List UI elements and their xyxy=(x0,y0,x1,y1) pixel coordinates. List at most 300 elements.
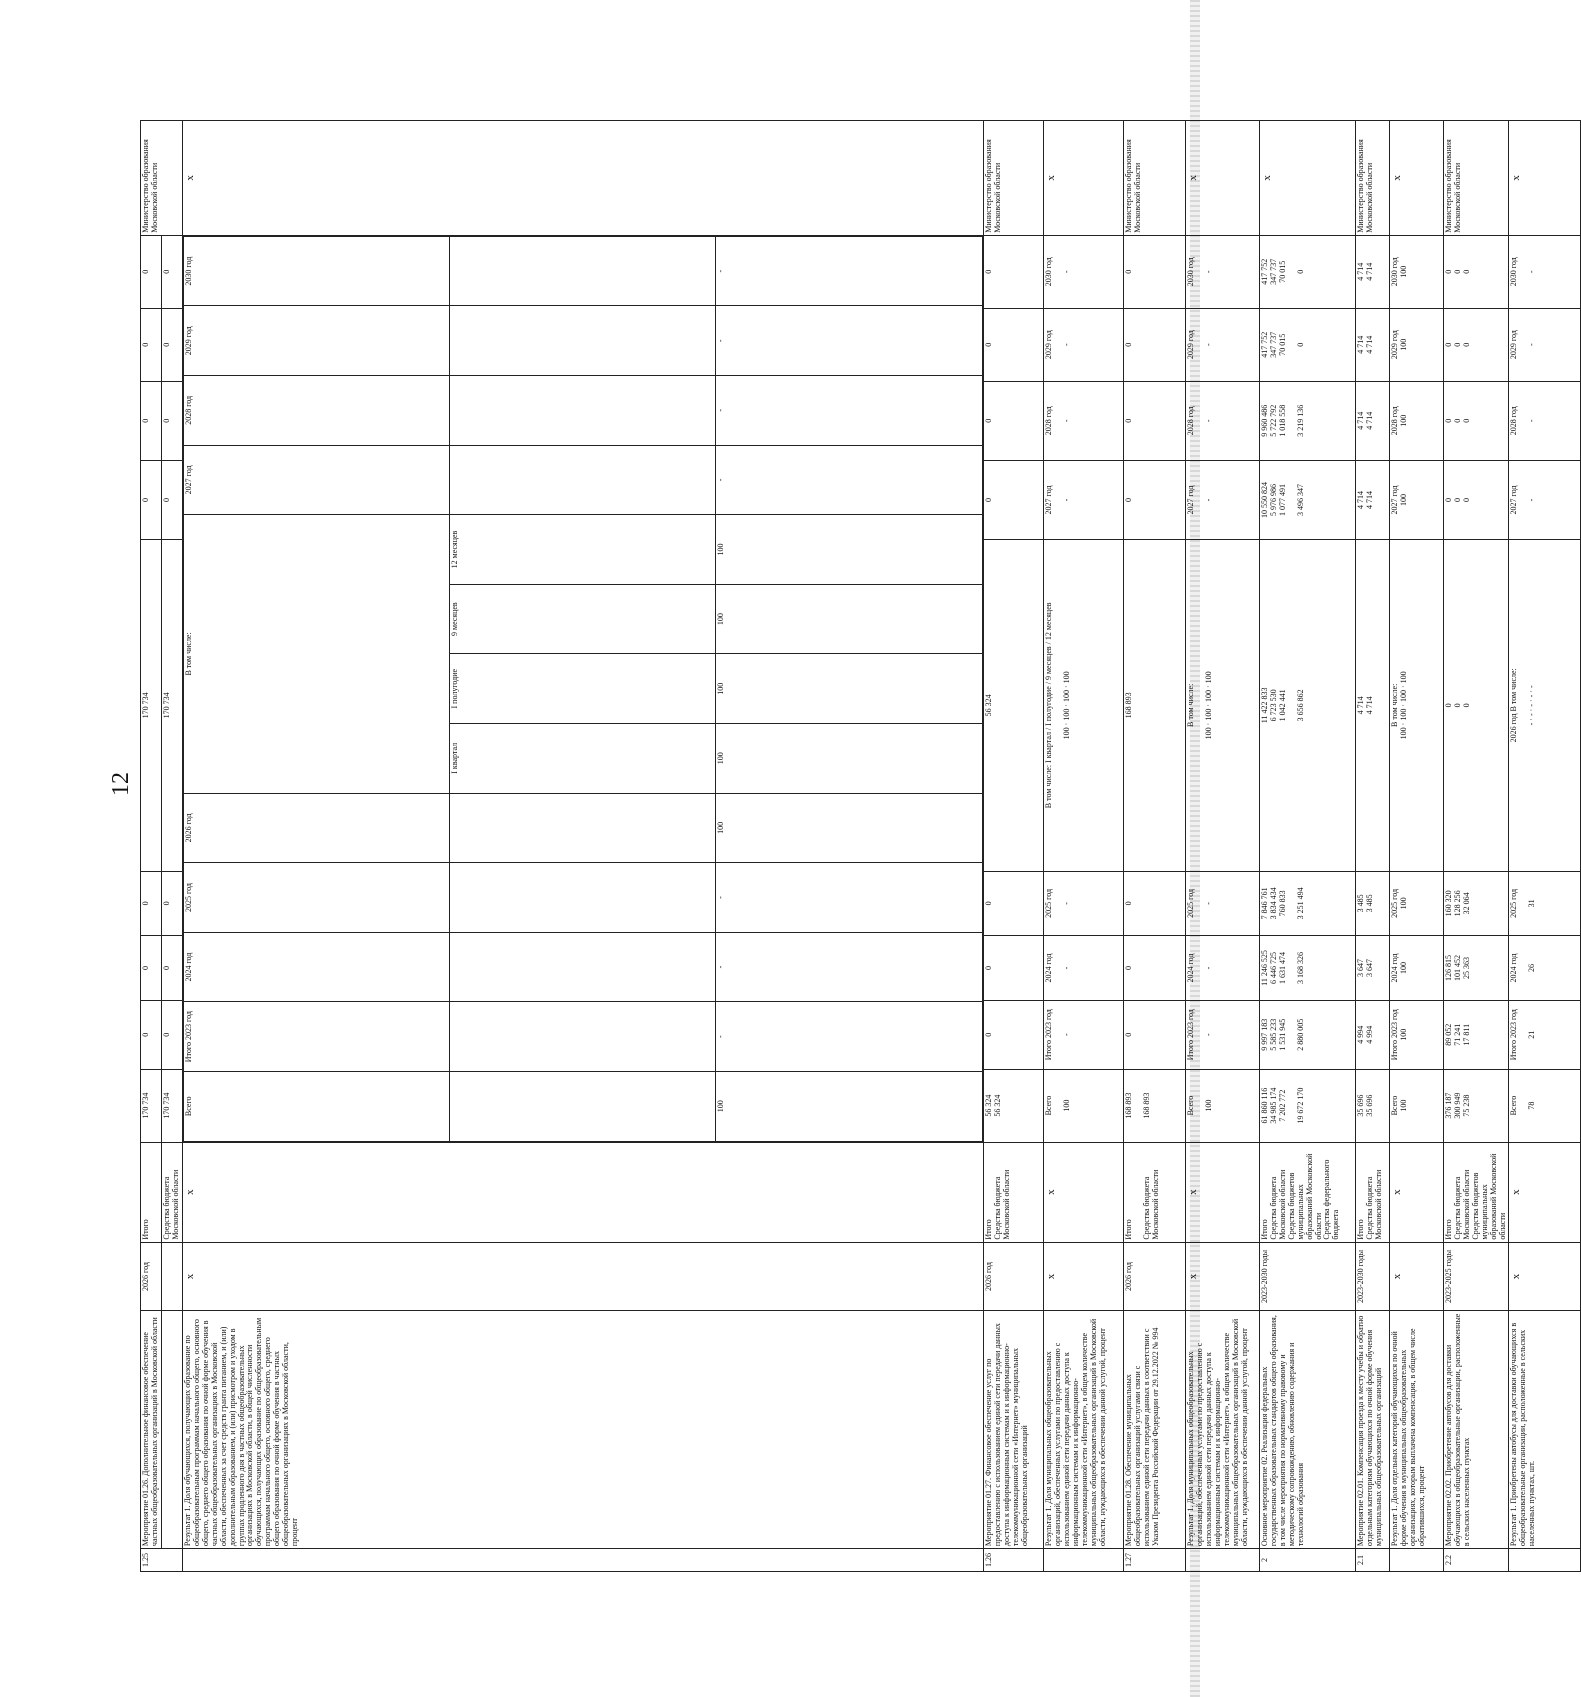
year-2029: 0 xyxy=(1123,308,1185,381)
hdr-2025: 2025 год xyxy=(1509,888,1519,918)
hdr-2027: 2027 год xyxy=(183,445,449,515)
res-2025: - xyxy=(1061,902,1071,905)
year-2026: 170 734 xyxy=(161,540,182,871)
result-row xyxy=(182,121,983,1572)
total: 300 949 xyxy=(1452,1092,1462,1119)
year-2028: 0 xyxy=(1461,418,1471,423)
table-row xyxy=(1259,121,1355,1572)
year-2027: 0 xyxy=(1443,497,1453,502)
x-mark: x xyxy=(1043,1242,1123,1311)
hdr-2026: 2026 год xyxy=(1509,713,1519,743)
res-2027: - xyxy=(716,445,982,515)
result-text: Результат 1. Приобретены автобусы для доставки обучающихся в общеобразовательные организации, расположенные в сельских населенных пунктах, шт. xyxy=(1509,1311,1581,1549)
x-mark: x xyxy=(1389,121,1443,236)
year-2029: 347 737 xyxy=(1268,331,1278,358)
measure-name: Основное мероприятие 02. Реализация федеральных государственных образовательных стандартов общего образования, в том числе мероприятия по нормативному правовому и методическому сопровождению, обновлению содержания и технологий образования xyxy=(1259,1311,1355,1549)
hdr-2023: Итого 2023 год xyxy=(1043,1009,1053,1061)
table-row xyxy=(1443,121,1509,1572)
year-2030: 0 xyxy=(1123,235,1185,308)
year-2023: 9 997 183 xyxy=(1259,1018,1269,1051)
hdr-2029: 2029 год xyxy=(1509,330,1519,360)
year-2030: 0 xyxy=(1452,269,1462,274)
table-row xyxy=(141,121,162,1572)
res-2023: - xyxy=(1061,1033,1071,1037)
res-2030: - xyxy=(1203,270,1213,274)
hdr-2029: 2029 год xyxy=(1043,330,1053,360)
year-2025: 0 xyxy=(161,871,182,936)
res-2030: 100 xyxy=(1398,265,1408,278)
period: 2026 год xyxy=(983,1242,1043,1311)
res-q1: - xyxy=(1527,713,1537,717)
hdr-2030: 2030 год xyxy=(1043,257,1053,287)
year-2026: 168 893 xyxy=(1123,540,1185,871)
period: 2026 год xyxy=(1123,1242,1185,1311)
hdr-m12: 12 месяцев xyxy=(450,515,716,585)
funding-source: Средства бюджета Московской области xyxy=(992,1169,1011,1240)
hdr-2027: 2027 год xyxy=(1043,485,1053,515)
year-2025: 0 xyxy=(983,871,1043,936)
total: 168 893 xyxy=(1123,1092,1133,1119)
year-2028: 4 714 xyxy=(1364,411,1374,430)
year-2029: 0 xyxy=(1461,342,1471,347)
year-2026: 0 xyxy=(1461,703,1471,708)
year-2023: 0 xyxy=(983,1000,1043,1069)
funding-source: Средства бюджетов муниципальных образований Московской области xyxy=(1286,1153,1323,1240)
period: 2026 год xyxy=(141,1242,162,1311)
res-m9: - xyxy=(1527,694,1537,698)
year-2024: 0 xyxy=(983,936,1043,1001)
hdr-2023: Итого 2023 год xyxy=(1509,1009,1519,1061)
year-2025: 7 846 761 xyxy=(1259,887,1269,920)
funding-source: Средства бюджета Московской области xyxy=(161,1142,182,1242)
year-2025: 128 256 xyxy=(1452,890,1462,917)
res-2024: - xyxy=(1061,966,1071,970)
hdr-2029: 2029 год xyxy=(1389,330,1399,360)
x-mark: x xyxy=(1185,1142,1259,1242)
res-2023: - xyxy=(716,1002,982,1072)
row-number: 2.2 xyxy=(1443,1549,1509,1572)
year-2023: 17 811 xyxy=(1461,1023,1471,1046)
period: 2023-2025 годы xyxy=(1443,1242,1509,1311)
year-2030: 4 714 xyxy=(1364,262,1374,281)
row-number: 1.26 xyxy=(983,1549,1043,1572)
res-2026: 100 xyxy=(716,793,982,863)
table-row xyxy=(161,121,182,1572)
x-mark: x xyxy=(1043,1142,1123,1242)
res-m12: 100 xyxy=(1398,671,1408,684)
hdr-2025: 2025 год xyxy=(1185,888,1195,918)
x-mark: x xyxy=(182,1142,983,1242)
year-2030: 417 752 xyxy=(1259,258,1269,285)
total: 34 985 174 xyxy=(1268,1087,1278,1124)
year-2024: 3 647 xyxy=(1364,959,1374,977)
res-q1: 100 xyxy=(716,724,982,794)
executor: Министерство образования Московской области xyxy=(141,121,183,236)
year-2023: 4 994 xyxy=(1364,1025,1374,1044)
x-mark: x xyxy=(1509,1242,1581,1311)
table-row xyxy=(1123,121,1185,1572)
funding-source: Итого xyxy=(1443,1219,1453,1240)
res-total: 100 xyxy=(1203,1099,1213,1112)
year-2027: 5 976 986 xyxy=(1268,483,1278,516)
period: 2023-2030 годы xyxy=(1259,1242,1355,1311)
hdr-2025: 2025 год xyxy=(1389,888,1399,918)
x-mark: x xyxy=(1185,1242,1259,1311)
hdr-2024: 2024 год xyxy=(1389,953,1399,983)
x-mark: x xyxy=(182,121,983,236)
x-mark: x xyxy=(1389,1142,1443,1242)
year-2027: 0 xyxy=(161,460,182,539)
hdr-2028: 2028 год xyxy=(1043,406,1053,436)
year-2024: 11 246 525 xyxy=(1259,950,1269,986)
res-2024: 26 xyxy=(1527,964,1537,972)
res-m9: 100 xyxy=(1203,690,1213,702)
funding-source: Средства бюджета Московской области xyxy=(1141,1169,1160,1240)
year-2028: 0 xyxy=(141,381,162,460)
year-2025: 160 320 xyxy=(1443,890,1453,917)
res-h1: - xyxy=(1527,704,1537,707)
year-2026: 4 714 xyxy=(1355,696,1365,715)
year-2030: 70 015 xyxy=(1277,260,1287,283)
res-total: 100 xyxy=(716,1071,982,1141)
year-2027: 0 xyxy=(1123,460,1185,539)
executor: Министерство образования Московской области xyxy=(1355,121,1389,236)
year-2023: 0 xyxy=(1123,1000,1185,1069)
res-2030: - xyxy=(716,236,982,306)
row-number: 1.27 xyxy=(1123,1549,1185,1572)
res-2029: 100 xyxy=(1398,338,1408,351)
year-2023: 4 994 xyxy=(1355,1025,1365,1044)
hdr-m9: 9 месяцев xyxy=(1043,646,1053,680)
hdr-2030: 2030 год xyxy=(1185,257,1195,287)
res-2030: - xyxy=(1527,270,1537,274)
year-2027: 4 714 xyxy=(1364,490,1374,509)
year-2029: 0 xyxy=(161,308,182,381)
res-2029: - xyxy=(1203,343,1213,347)
year-2026: 0 xyxy=(1443,703,1453,708)
res-2028: - xyxy=(1203,419,1213,423)
year-2025: 3 834 434 xyxy=(1268,887,1278,920)
year-2029: 0 xyxy=(983,308,1043,381)
x-mark: x xyxy=(1043,121,1123,236)
result-row: Результат 1. Доля отдельных категорий обучающихся по очной форме обучения в муниципальных общеобразовательных организациях, которым выплачена компенсация, в общем числе обратившихся, процент x x Всего 100 Итого 2023 год 100 2024 год 100 2025 год 100 В том числе: 100 · 100 · 100 · 100 2027 год 100 2028 год 100 2029 год 100 2030 год 100 x xyxy=(1389,121,1443,1572)
result-text: Результат 1. Доля обучающихся, получающих образование по общеобразовательным программам начального общего, основного общего, среднего общего образования по очной форме обучения в частных общеобразовательных организациях в Московской области, обеспеченных за счет средств гранта питанием, и (или) дополнительным образованием, и (или) присмотром и уходом в группах продленного дня в частных общеобразовательных организациях в Московской области, в общей численности обучающихся, получающих образование по общеобразовательным программам начального общего, основного общего, среднего общего образования по очной форме обучения в частных общеобразовательных организациях в Московской области, процент xyxy=(182,1311,983,1549)
res-2029: - xyxy=(716,306,982,376)
row-number: 2.1 xyxy=(1355,1549,1389,1572)
res-m12: 100 xyxy=(1061,671,1071,684)
res-total: 100 xyxy=(1061,1099,1071,1112)
total: 170 734 xyxy=(141,1069,162,1142)
res-m9: 100 xyxy=(716,584,982,654)
res-2028: - xyxy=(1061,419,1071,423)
year-2026: 3 656 862 xyxy=(1295,689,1305,722)
res-2024: - xyxy=(716,932,982,1002)
year-2023: 2 880 005 xyxy=(1295,1018,1305,1051)
hdr-q1: I квартал xyxy=(1043,732,1053,763)
funding-source: Итого xyxy=(1259,1219,1269,1240)
year-2028: 5 722 792 xyxy=(1268,404,1278,437)
measure-name: Мероприятие 02.02. Приобретение автобусов для доставки обучающихся в общеобразовательные организации, расположенные в сельских населенных пунктах xyxy=(1443,1311,1509,1549)
result-row: Результат 1. Доля муниципальных общеобразовательных организаций, обеспеченных услугами по предоставлению с использованием единой сети передачи данных доступа к информационным системам и к информационно-телекоммуникационной сети «Интернет», в общем количестве муниципальных общеобразовательных организаций в Московской области, нуждающихся в обеспечении данной услугой, процент x x Всего 100 Итого 2023 год - 2024 год - 2025 год - В том числе: 100 · 100 · 100 · 100 2027 год - 2028 год - 2029 год - 2030 год - x xyxy=(1185,121,1259,1572)
executor: Министерство образования Московской области xyxy=(1123,121,1185,236)
year-2030: 0 xyxy=(161,235,182,308)
hdr-2027: 2027 год xyxy=(1185,485,1195,515)
funding-source: Средства бюджета Московской области xyxy=(1452,1169,1471,1240)
year-2024: 3 647 xyxy=(1355,959,1365,977)
year-2025: 3 485 xyxy=(1355,894,1365,913)
res-2027: 100 xyxy=(1398,493,1408,506)
year-2028: 1 018 558 xyxy=(1277,404,1287,437)
year-2030: 0 xyxy=(1295,269,1305,274)
result-indicator-table xyxy=(183,236,983,1142)
year-2025: 0 xyxy=(141,871,162,936)
res-2030: - xyxy=(1061,270,1071,274)
year-2028: 0 xyxy=(1443,418,1453,423)
measure-name: Мероприятие 01.28. Обеспечение муниципальных общеобразовательных организаций услугами связи с использованием единой сети передачи данных в соответствии с Указом Президента Российской Федерации от 29.12.2022 № 994 xyxy=(1123,1311,1185,1549)
hdr-h1: I полугодие xyxy=(450,654,716,724)
funding-source: Итого xyxy=(1355,1219,1365,1240)
res-m12: 100 xyxy=(1203,671,1213,684)
res-h1: 100 xyxy=(1061,708,1071,721)
x-mark: x xyxy=(182,1242,983,1311)
res-2024: - xyxy=(1203,966,1213,970)
res-2028: - xyxy=(716,376,982,446)
year-2023: 1 531 945 xyxy=(1277,1018,1287,1051)
hdr-2023: Итого 2023 год xyxy=(1185,1009,1195,1061)
year-2029: 4 714 xyxy=(1355,335,1365,354)
res-2024: 100 xyxy=(1398,962,1408,974)
year-2026: 4 714 xyxy=(1364,696,1374,715)
total: 35 696 xyxy=(1364,1094,1374,1117)
year-2024: 101 452 xyxy=(1452,955,1462,981)
year-2027: 4 714 xyxy=(1355,490,1365,509)
year-2024: 1 631 474 xyxy=(1277,952,1287,984)
hdr-incl: В том числе: xyxy=(1389,683,1399,727)
year-2030: 0 xyxy=(983,235,1043,308)
total: 7 202 772 xyxy=(1277,1089,1287,1122)
hdr-total: Всего xyxy=(1389,1095,1399,1116)
year-2029: 417 752 xyxy=(1259,331,1269,358)
page-number: 12 xyxy=(108,772,134,796)
year-2024: 0 xyxy=(161,936,182,1001)
total: 170 734 xyxy=(161,1069,182,1142)
res-2029: - xyxy=(1061,343,1071,347)
result-text: Результат 1. Доля муниципальных общеобразовательных организаций, обеспеченных услугами по предоставлению с использованием единой сети передачи данных доступа к информационным системам и к информационно-телекоммуникационной сети «Интернет», в общем количестве муниципальных общеобразовательных организаций в Московской области, нуждающихся в обеспечении данной услугой, процент xyxy=(1043,1311,1123,1549)
hdr-m9: 9 месяцев xyxy=(450,584,716,654)
year-2029: 0 xyxy=(1443,342,1453,347)
year-2028: 9 960 486 xyxy=(1259,404,1269,437)
year-2028: 3 219 136 xyxy=(1295,404,1305,437)
year-2027: 10 550 824 xyxy=(1259,481,1269,518)
hdr-2030: 2030 год xyxy=(1389,257,1399,287)
hdr-q1: I квартал xyxy=(450,724,716,794)
year-2027: 3 496 347 xyxy=(1295,483,1305,516)
hdr-2027: 2027 год xyxy=(1389,485,1399,515)
hdr-2030: 2030 год xyxy=(1509,257,1519,287)
res-h1: 100 xyxy=(1203,708,1213,721)
x-mark: x xyxy=(1509,121,1581,236)
year-2024: 0 xyxy=(1123,936,1185,1001)
year-2026: 0 xyxy=(1452,703,1462,708)
funding-source: Средства бюджетов муниципальных образований Московской области xyxy=(1470,1153,1507,1240)
year-2028: 0 xyxy=(161,381,182,460)
hdr-2029: 2029 год xyxy=(1185,330,1195,360)
year-2028: 0 xyxy=(1452,418,1462,423)
hdr-2025: 2025 год xyxy=(183,863,449,933)
measure-name: Мероприятие 01.27. Финансовое обеспечение услуг по предоставлению с использованием единой сети передачи данных доступа к информационным системам и к информационно-телекоммуникационной сети «Интернет» муниципальных общеобразовательных организаций xyxy=(983,1311,1043,1549)
x-mark: x xyxy=(1509,1142,1581,1242)
program-table xyxy=(140,120,1581,1572)
executor: x xyxy=(1259,121,1355,236)
res-2029: - xyxy=(1527,343,1537,347)
year-2023: 89 052 xyxy=(1443,1023,1453,1046)
total: 56 324 xyxy=(983,1094,993,1117)
funding-source: Итого xyxy=(141,1142,162,1242)
year-2030: 4 714 xyxy=(1355,262,1365,281)
year-2028: 4 714 xyxy=(1355,411,1365,430)
funding-source: Средства бюджета Московской области xyxy=(1268,1169,1287,1240)
hdr-total: Всего xyxy=(1043,1095,1053,1116)
year-2029: 0 xyxy=(1295,342,1305,347)
year-2030: 0 xyxy=(141,235,162,308)
total: 56 324 xyxy=(992,1094,1002,1117)
total: 75 238 xyxy=(1461,1094,1471,1117)
res-2023: 21 xyxy=(1527,1030,1537,1039)
hdr-2030: 2030 год xyxy=(183,236,449,306)
hdr-2023: Итого 2023 год xyxy=(183,1002,449,1072)
funding-source: Средства федерального бюджета xyxy=(1322,1159,1341,1240)
table-row xyxy=(983,121,1043,1572)
year-2027: 0 xyxy=(983,460,1043,539)
year-2025: 760 833 xyxy=(1277,890,1287,917)
rotated-table-sheet xyxy=(140,120,1537,1572)
res-2025: 31 xyxy=(1527,899,1537,908)
executor: Министерство образования Московской области xyxy=(983,121,1043,236)
res-2023: - xyxy=(1203,1033,1213,1037)
year-2028: 0 xyxy=(983,381,1043,460)
year-2030: 0 xyxy=(1461,269,1471,274)
hdr-incl: В том числе: xyxy=(183,515,449,793)
res-2028: 100 xyxy=(1398,414,1408,427)
year-2025: 32 064 xyxy=(1461,892,1471,915)
year-2029: 70 015 xyxy=(1277,333,1287,356)
period: 2023-2030 годы xyxy=(1355,1242,1389,1311)
hdr-2029: 2029 год xyxy=(183,306,449,376)
year-2026: 170 734 xyxy=(141,540,162,871)
year-2023: 0 xyxy=(161,1000,182,1069)
year-2024: 25 363 xyxy=(1461,957,1471,979)
funding-source: Итого xyxy=(983,1219,993,1240)
executor: Министерство образования Московской области xyxy=(1443,121,1509,236)
year-2025: 0 xyxy=(1123,871,1185,936)
year-2023: 71 241 xyxy=(1452,1023,1462,1046)
res-q1: 100 xyxy=(1203,727,1213,740)
res-2027: - xyxy=(1203,498,1213,502)
measure-name: Мероприятие 01.26. Дополнительное финансовое обеспечение частных общеобразовательных организаций в Московской области xyxy=(141,1311,162,1549)
year-2030: 347 737 xyxy=(1268,258,1278,285)
result-row: Результат 1. Приобретены автобусы для доставки обучающихся в общеобразовательные организации, расположенные в сельских населенных пунктах, шт. x x Всего 78 Итого 2023 год 21 2024 год 26 2025 год 31 2026 год В том числе: - · - · - · - · - 2027 год - 2028 год - 2029 год - 2030 год - x xyxy=(1509,121,1581,1572)
hdr-2024: 2024 год xyxy=(1509,953,1519,983)
table-row xyxy=(1355,121,1389,1572)
res-2027: - xyxy=(1061,498,1071,502)
res-2028: - xyxy=(1527,419,1537,423)
hdr-2026: 2026 год xyxy=(183,793,449,863)
year-2024: 126 815 xyxy=(1443,955,1453,981)
hdr-h1: I полугодие xyxy=(1043,686,1053,726)
measure-name: Мероприятие 02.01. Компенсация проезда к месту учебы и обратно отдельным категориям обучающихся по очной форме обучения муниципальных общеобразовательных организаций xyxy=(1355,1311,1389,1549)
total: 376 187 xyxy=(1443,1092,1453,1119)
year-2028: 0 xyxy=(1123,381,1185,460)
year-2025: 3 485 xyxy=(1364,894,1374,913)
hdr-2024: 2024 год xyxy=(1185,953,1195,983)
res-h1: 100 xyxy=(1398,708,1408,721)
total: 61 860 116 xyxy=(1259,1087,1269,1124)
res-2027: - xyxy=(1527,498,1537,502)
year-2026: 56 324 xyxy=(983,540,1043,871)
res-m12: - xyxy=(1527,685,1537,688)
funding-source: Средства бюджета Московской области xyxy=(1364,1169,1383,1240)
res-m9: 100 xyxy=(1398,690,1408,702)
funding-source: Итого xyxy=(1123,1219,1133,1240)
res-total: 100 xyxy=(1398,1099,1408,1112)
hdr-incl: В том числе: xyxy=(1185,683,1195,727)
year-2027: 0 xyxy=(141,460,162,539)
res-2025: 100 xyxy=(1398,897,1408,910)
hdr-incl: В том числе: xyxy=(1043,764,1053,809)
hdr-total: Всего xyxy=(183,1071,449,1141)
year-2027: 1 077 491 xyxy=(1277,483,1287,516)
year-2029: 0 xyxy=(141,308,162,381)
res-q1: 100 xyxy=(1398,727,1408,740)
year-2026: 11 422 833 xyxy=(1259,687,1269,724)
year-2030: 0 xyxy=(1443,269,1453,274)
total: 168 893 xyxy=(1141,1092,1151,1119)
res-2025: - xyxy=(1203,902,1213,905)
hdr-2028: 2028 год xyxy=(1509,406,1519,436)
res-m9: 100 xyxy=(1061,690,1071,702)
hdr-m12: 12 месяцев xyxy=(1043,602,1053,641)
hdr-2024: 2024 год xyxy=(1043,953,1053,983)
hdr-2027: 2027 год xyxy=(1509,485,1519,515)
year-2024: 3 168 326 xyxy=(1295,952,1305,984)
year-2029: 4 714 xyxy=(1364,335,1374,354)
hdr-2023: Итого 2023 год xyxy=(1389,1009,1399,1061)
res-2026: - xyxy=(1527,722,1537,726)
year-2026: 1 042 441 xyxy=(1277,689,1287,722)
x-mark: x xyxy=(1389,1242,1443,1311)
res-h1: 100 xyxy=(716,654,982,724)
year-2023: 5 585 233 xyxy=(1268,1018,1278,1051)
year-2026: 6 723 530 xyxy=(1268,689,1278,722)
year-2024: 6 446 725 xyxy=(1268,952,1278,984)
hdr-2025: 2025 год xyxy=(1043,888,1053,918)
total: 35 696 xyxy=(1355,1094,1365,1117)
total: 19 672 170 xyxy=(1295,1087,1305,1124)
year-2025: 3 251 494 xyxy=(1295,887,1305,920)
res-2023: 100 xyxy=(1398,1028,1408,1041)
hdr-2028: 2028 год xyxy=(1185,406,1195,436)
hdr-2024: 2024 год xyxy=(183,932,449,1002)
hdr-2028: 2028 год xyxy=(1389,406,1399,436)
res-m12: 100 xyxy=(716,515,982,585)
hdr-2028: 2028 год xyxy=(183,376,449,446)
year-2029: 0 xyxy=(1452,342,1462,347)
result-row: Результат 1. Доля муниципальных общеобразовательных организаций, обеспеченных услугами по предоставлению с использованием единой сети передачи данных доступа к информационным системам и к информационно-телекоммуникационной сети «Интернет», в общем количестве муниципальных общеобразовательных организаций в Московской области, нуждающихся в обеспечении данной услугой, процент x x Всего 100 Итого 2023 год - 2024 год - 2025 год - В том числе: I квартал / I полугодие / 9 месяцев / 12 месяцев 100 · 100 · 100 · 100 2027 год - 2028 год - 2029 год - 2030 год - x xyxy=(1043,121,1123,1572)
year-2027: 0 xyxy=(1461,497,1471,502)
row-number: 2 xyxy=(1259,1549,1355,1572)
result-text: Результат 1. Доля муниципальных общеобразовательных организаций, обеспеченных услугами по предоставлению с использованием единой сети передачи данных доступа к информационным системам и к информационно-телекоммуникационной сети «Интернет», в общем количестве муниципальных общеобразовательных организаций в Московской области, нуждающихся в обеспечении данной услугой, процент xyxy=(1185,1311,1259,1549)
result-text: Результат 1. Доля отдельных категорий обучающихся по очной форме обучения в муниципальных общеобразовательных организациях, которым выплачена компенсация, в общем числе обратившихся, процент xyxy=(1389,1311,1443,1549)
